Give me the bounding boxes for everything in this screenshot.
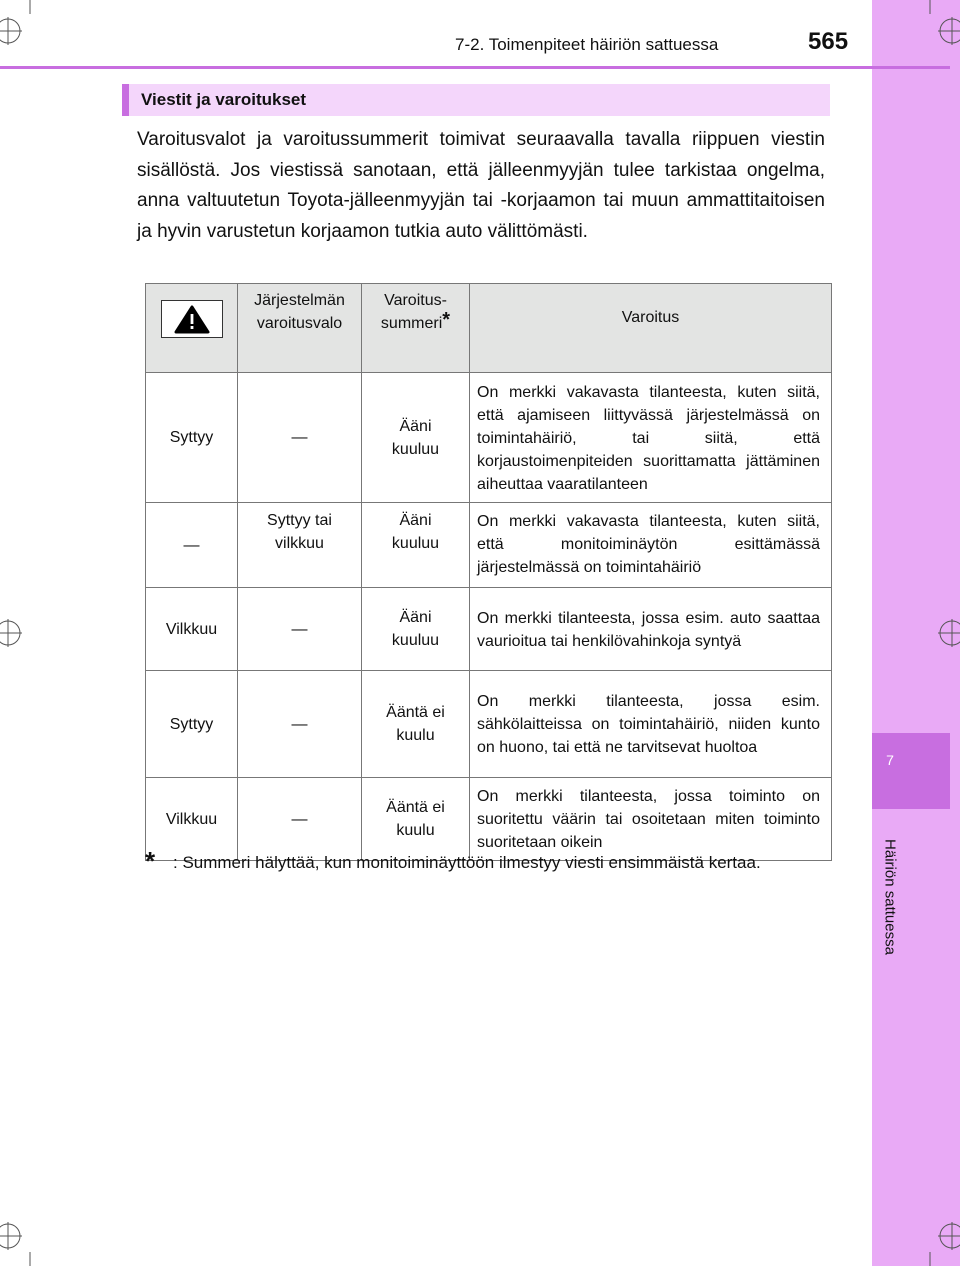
- chapter-title: Häiriön sattuessa: [881, 839, 899, 955]
- cell-warning: On merkki vakavasta tilanteesta, kuten siitä, että ajamiseen liittyvässä järjestelmässä on toimintahäiriö, tai siitä, että korjaustoimenpiteiden suorittamatta jättäminen aiheuttaa vaaratilanteen: [470, 373, 832, 503]
- cell-master: Vilkkuu: [146, 588, 238, 671]
- asterisk-mark: *: [442, 309, 451, 331]
- header-buzzer: Varoitus- summeri*: [362, 284, 470, 373]
- cell-warning: On merkki tilanteesta, jossa esim. sähkölaitteissa on toimintahäiriö, niiden kunto on huono, tai että ne tarvitsevat huoltoa: [470, 671, 832, 778]
- cell-buzzer: Ääni kuuluu: [362, 588, 470, 671]
- cell-system: —: [238, 778, 362, 861]
- cell-master: Syttyy: [146, 373, 238, 503]
- cell-system: —: [238, 373, 362, 503]
- header-system-light: Järjestelmän varoitusvalo: [238, 284, 362, 373]
- cell-master: Syttyy: [146, 671, 238, 778]
- cell-system: —: [238, 671, 362, 778]
- cell-buzzer: Ääni kuuluu: [362, 373, 470, 503]
- page-number: 565: [808, 28, 849, 55]
- cell-system: Syttyy tai vilkkuu: [238, 503, 362, 588]
- cell-buzzer: Ääntä ei kuulu: [362, 671, 470, 778]
- cell-buzzer: Ääni kuuluu: [362, 503, 470, 588]
- header-warning: Varoitus: [470, 284, 832, 373]
- cell-system: —: [238, 588, 362, 671]
- cell-warning: On merkki tilanteesta, jossa toiminto on suoritettu väärin tai osoitetaan miten toiminto suoritetaan oikein: [470, 778, 832, 861]
- section-title: Viestit ja varoitukset: [141, 90, 307, 109]
- section-heading: 7-2. Toimenpiteet häiriön sattuessa: [455, 35, 719, 54]
- footnote-text: : Summeri hälyttää, kun monitoiminäyttöön ilmestyy viesti ensimmäistä kertaa.: [173, 853, 761, 872]
- cell-warning: On merkki tilanteesta, jossa esim. auto saattaa vaurioitua tai henkilövahinkoja syntyä: [470, 588, 832, 671]
- footnote-mark: *: [145, 846, 156, 876]
- cell-warning: On merkki vakavasta tilanteesta, kuten siitä, että monitoiminäytön esittämässä järjestelmässä on toimintahäiriö: [470, 503, 832, 588]
- cell-buzzer: Ääntä ei kuulu: [362, 778, 470, 861]
- cell-master: —: [146, 503, 238, 588]
- intro-paragraph: Varoitusvalot ja varoitussummerit toimivat seuraavalla tavalla riippuen viestin sisällöstä. Jos viestissä sanotaan, että jälleenmyyjän tulee tarkistaa ongelma, anna valtuutetun Toyota-jälleenmyyjän tai -korjaamon tai muun ammattitaitoisen ja hyvin varustetun korjaamon tutkia auto välittömästi.: [137, 129, 825, 242]
- chapter-number: 7: [886, 752, 894, 768]
- cell-master: Vilkkuu: [146, 778, 238, 861]
